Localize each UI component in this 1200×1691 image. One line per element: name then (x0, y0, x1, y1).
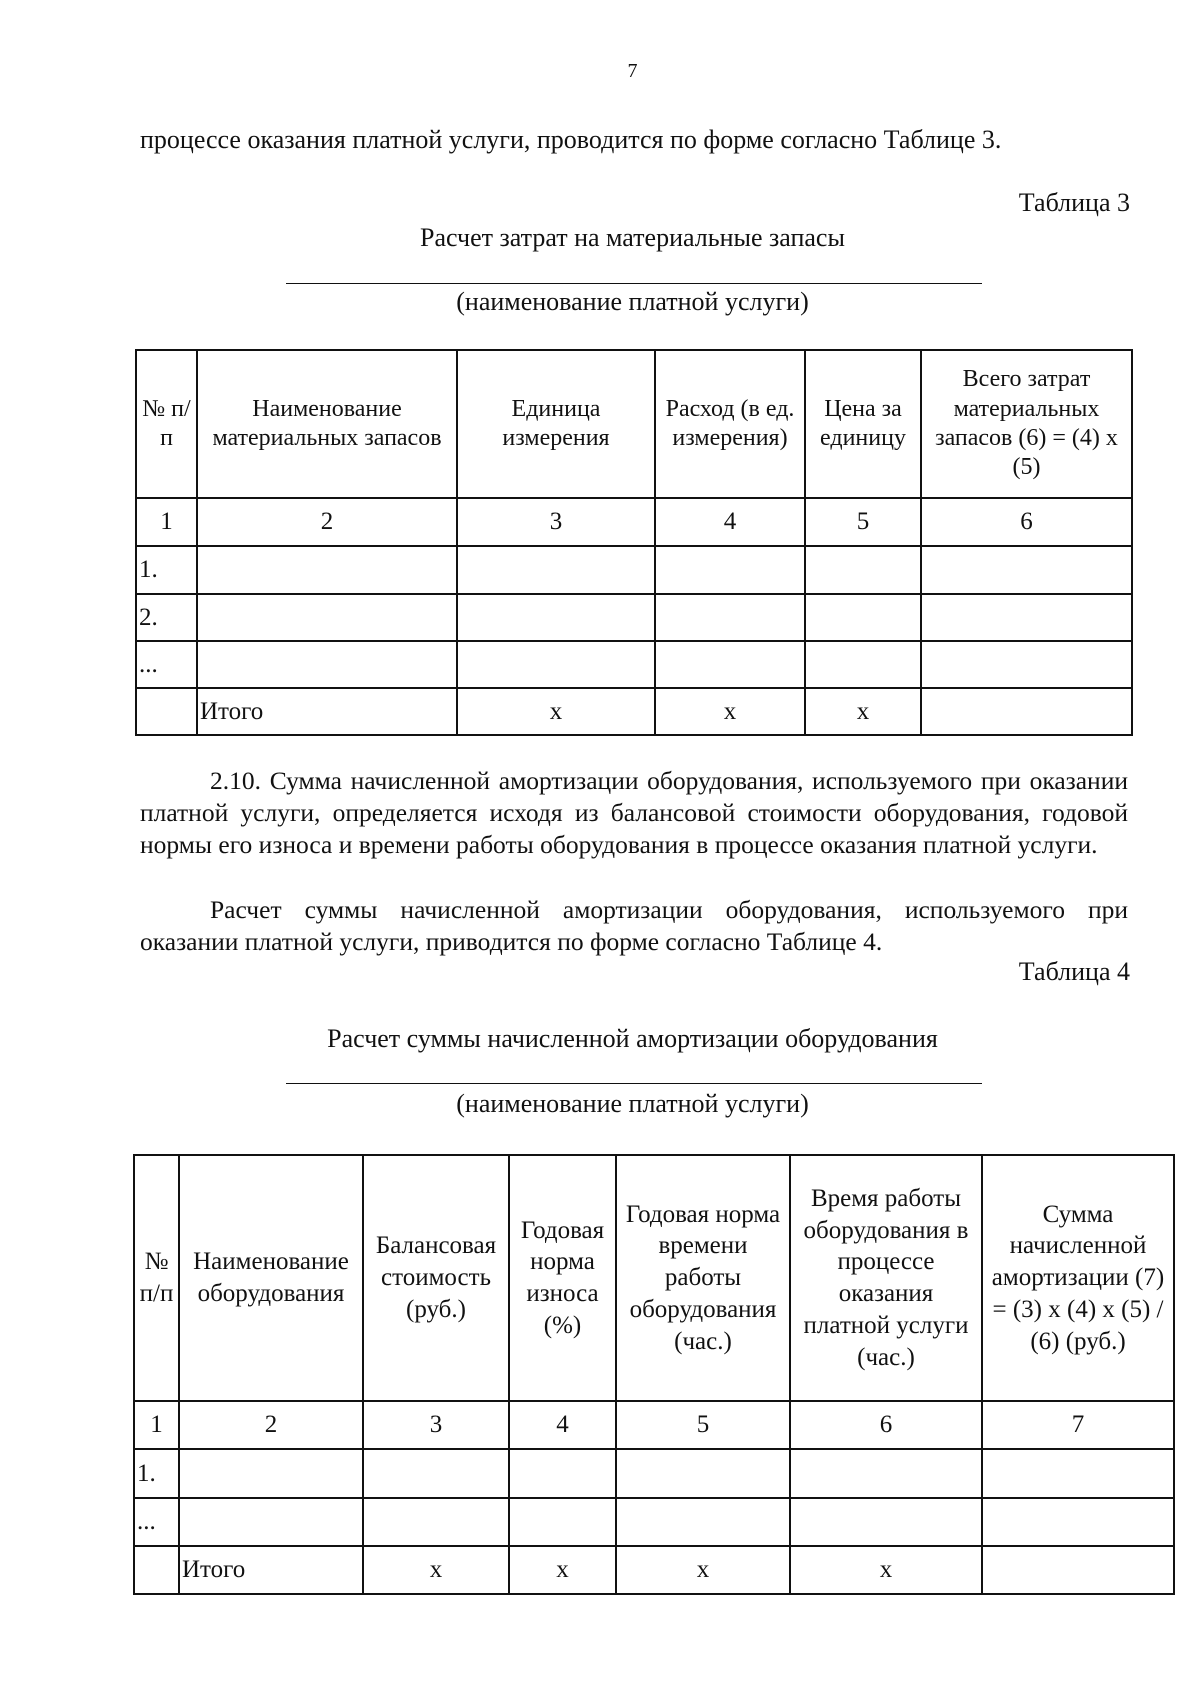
total-label-cell: Итого (179, 1546, 363, 1594)
table4-header-cell: Балансовая стоимость (руб.) (363, 1155, 509, 1401)
table4-header-cell: Годовая норма износа (%) (509, 1155, 616, 1401)
total-cell: x (457, 688, 655, 735)
column-number-cell: 1 (134, 1401, 179, 1449)
column-number-cell: 3 (363, 1401, 509, 1449)
column-number-cell: 1 (136, 498, 197, 546)
table-cell (790, 1498, 982, 1546)
column-number-cell: 6 (921, 498, 1132, 546)
table-cell (136, 688, 197, 735)
table-cell (197, 641, 457, 688)
column-number-cell: 4 (509, 1401, 616, 1449)
table3-label: Таблица 3 (1018, 188, 1130, 217)
table-cell (509, 1498, 616, 1546)
table4-header-cell: Наименование оборудования (179, 1155, 363, 1401)
table3-header-cell: Единица измерения (457, 350, 655, 498)
table-cell (179, 1498, 363, 1546)
table-cell (805, 546, 921, 594)
table-cell (921, 594, 1132, 641)
column-number-cell: 4 (655, 498, 805, 546)
table-cell (457, 641, 655, 688)
total-cell: x (805, 688, 921, 735)
table3-header-cell: Наименование материальных запасов (197, 350, 457, 498)
table3-header-cell: Цена за единицу (805, 350, 921, 498)
table4-label: Таблица 4 (1018, 957, 1130, 986)
total-cell: x (790, 1546, 982, 1594)
section-2-10-paragraph: 2.10. Сумма начисленной амортизации оборудования, используемого при оказании платной услуги, определяется исходя из балансовой стоимости оборудования, годовой нормы его износа и времени работы оборудования в процессе оказания платной услуги. (140, 766, 1128, 859)
table-cell (509, 1449, 616, 1498)
table4-header-cell: Время работы оборудования в процессе оказания платной услуги (час.) (790, 1155, 982, 1401)
table-row (136, 594, 1132, 641)
table-cell (134, 1546, 179, 1594)
table4-title: Расчет суммы начисленной амортизации оборудования (327, 1024, 938, 1053)
table3-header-cell: Всего затрат материальных запасов (6) = (4) х (5) (921, 350, 1132, 498)
table-cell (921, 546, 1132, 594)
table-cell (982, 1449, 1174, 1498)
table-cell (363, 1498, 509, 1546)
table-cell (655, 546, 805, 594)
table-row (134, 1449, 1174, 1498)
table4-header-cell: Годовая норма времени работы оборудования (час.) (616, 1155, 790, 1401)
table3-subtitle: (наименование платной услуги) (456, 287, 809, 316)
total-cell (982, 1546, 1174, 1594)
table-cell (457, 546, 655, 594)
table-cell (655, 594, 805, 641)
column-number-cell: 5 (805, 498, 921, 546)
table4-header-row (134, 1155, 1174, 1401)
table3-column-number-row (136, 498, 1132, 546)
row-number-cell: 1. (134, 1449, 179, 1498)
table-cell (655, 641, 805, 688)
column-number-cell: 2 (179, 1401, 363, 1449)
table3-header-cell: № п/п (136, 350, 197, 498)
table4 (133, 1154, 1175, 1595)
table-cell (197, 594, 457, 641)
table-row (136, 546, 1132, 594)
table4-column-number-row (134, 1401, 1174, 1449)
table-row (136, 641, 1132, 688)
page-number: 7 (627, 60, 638, 82)
table-cell (921, 641, 1132, 688)
column-number-cell: 6 (790, 1401, 982, 1449)
column-number-cell: 3 (457, 498, 655, 546)
row-number-cell: ... (134, 1498, 179, 1546)
table3 (135, 349, 1133, 736)
table-cell (805, 641, 921, 688)
table3-total-row (136, 688, 1132, 735)
table4-total-row (134, 1546, 1174, 1594)
table-cell (616, 1498, 790, 1546)
table3-header-cell: Расход (в ед. измерения) (655, 350, 805, 498)
table-cell (457, 594, 655, 641)
row-number-cell: ... (136, 641, 197, 688)
total-label-cell: Итого (197, 688, 457, 735)
table-cell (363, 1449, 509, 1498)
table-row (134, 1498, 1174, 1546)
table4-header-cell: Сумма начисленной амортизации (7) = (3) х (4) х (5) / (6) (руб.) (982, 1155, 1174, 1401)
total-cell: x (363, 1546, 509, 1594)
total-cell: x (509, 1546, 616, 1594)
section-2-10-paragraph-2: Расчет суммы начисленной амортизации оборудования, используемого при оказании платной услуги, приводится по форме согласно Таблице 4. (140, 895, 1128, 956)
table3-header-row (136, 350, 1132, 498)
column-number-cell: 5 (616, 1401, 790, 1449)
total-cell: x (616, 1546, 790, 1594)
table-cell (805, 594, 921, 641)
table-cell (179, 1449, 363, 1498)
column-number-cell: 2 (197, 498, 457, 546)
table4-header-cell: № п/п (134, 1155, 179, 1401)
table3-title: Расчет затрат на материальные запасы (420, 223, 845, 252)
row-number-cell: 1. (136, 546, 197, 594)
table-cell (790, 1449, 982, 1498)
table-cell (616, 1449, 790, 1498)
table3-service-name-line (286, 283, 982, 284)
total-cell (921, 688, 1132, 735)
table-cell (197, 546, 457, 594)
table4-service-name-line (286, 1083, 982, 1084)
table-cell (982, 1498, 1174, 1546)
table4-subtitle: (наименование платной услуги) (456, 1089, 809, 1118)
row-number-cell: 2. (136, 594, 197, 641)
column-number-cell: 7 (982, 1401, 1174, 1449)
total-cell: x (655, 688, 805, 735)
intro-line: процессе оказания платной услуги, проводится по форме согласно Таблице 3. (140, 125, 1002, 154)
